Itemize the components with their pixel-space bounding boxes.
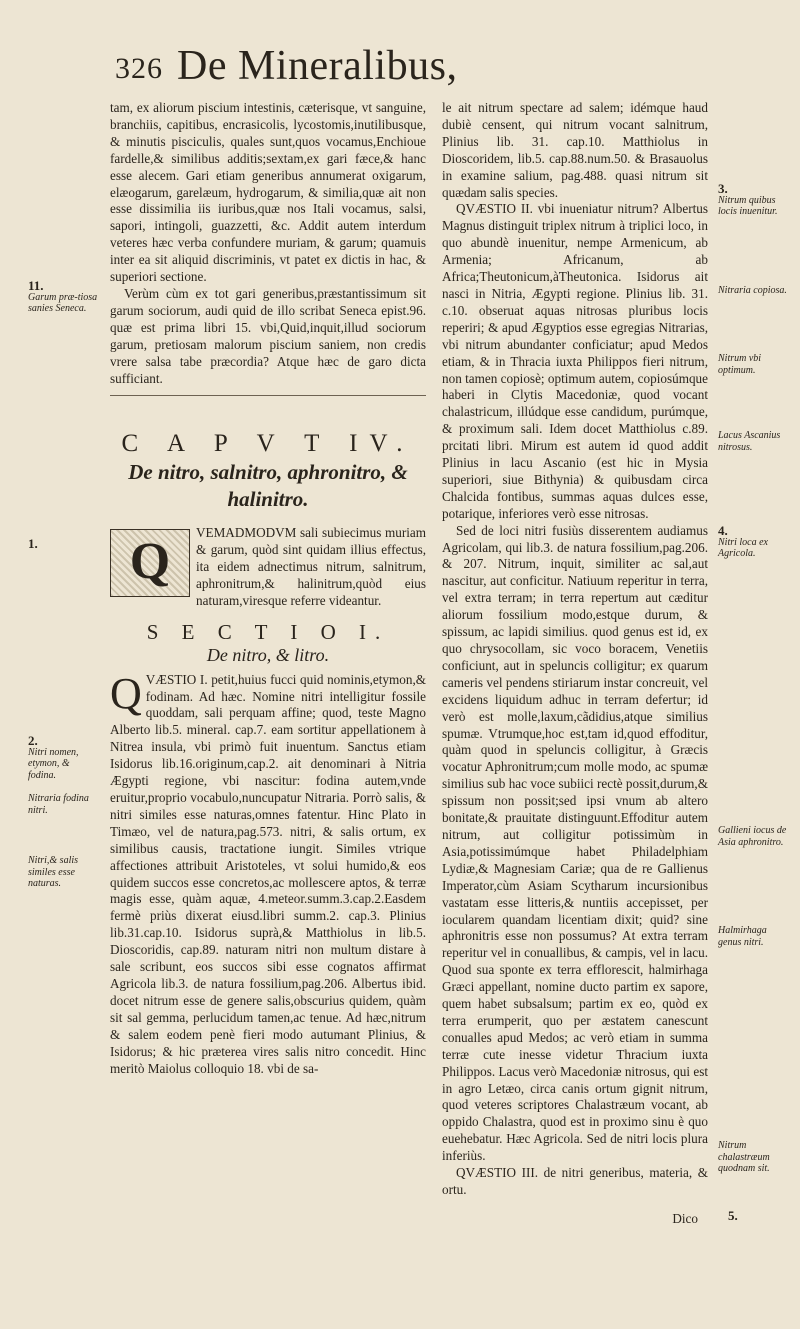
section-heading: S E C T I O I.: [146, 619, 390, 644]
question-text: VÆSTIO I. petit,huius fucci quid nominis,etymon,& fodinam. Ad hæc. Nomine nitri intelligitur fossile quoddam, sali perquam affine; quod, teste Magno Alberto lib.5. mineral. cap.7. eam sortitur appellationem à Nitrea insula, vbi primò fuit inuentum. Sanctus etiam Isidorus lib.16.originum,cap.2. ait denominari à Nitria Ægypti regione, vbi nascitur: fodina autem,vnde eruitur,proprio vocabulo,nuncupatur Nitraria. Porrò salis, & nitri similes esse naturas,omnes fatentur. Hinc Plato in Timæo, vel de natura,pag.573. nitri, & salis ortum, ex similibus causis, tractatione iungit. Similes vtrique affectiones attribuit Aristoteles, vt solui humido,& eos quidem succos esse concretos,ac mollescere aptos, & terræ magis esse, quàm aquæ, 4.meteor.summ.3.cap.2.Easdem fermè priùs dixerat eiusd.libri summ.2. cap.3. Plinius lib.31.cap.10. Isidorus suprà,& Matthiolus in lib.5. Dioscoridis, cap.89. naturam nitri non multum distare à sale scribunt, eos succos sibi esse cognatos affirmat Agricola lib.3. de natura fossilium,pag.206. Albertus ibid. docet nitrum esse de genere salis,obscurius quidem, quàm sit sal gemma, perlucidum tamen,ac tenue. Ad hæc,nitrum & salem eodem penè fieri modo autumant Plinius, & Isidorus; & hic præterea vires salis nitro concedit. Hinc meritò Maiolus colloquio 18. vbi de sa-: [110, 671, 426, 1076]
margin-note: Gallieni iocus de Asia aphronitro.: [718, 825, 787, 848]
question-label: QVÆSTIO III.: [456, 1165, 539, 1181]
chapter-title: De nitro, salnitro, aphronitro, & halinitro.: [128, 460, 408, 512]
chapter-heading: C A P V T IV.: [121, 430, 415, 458]
margin-note: Nitrum chalastræum quodnam sit.: [718, 1140, 770, 1174]
chapter-intro: [110, 525, 426, 610]
paragraph: le ait nitrum spectare ad salem; idémque haud dubiè censent, qui nitrum vocant salnitrum, Plinius lib. 31. cap.10. Matthiolus in Dioscoridem, lib.5. cap.88.num.50. & Brasauolus in examine salium, pag.488. quasi nitrum sit quædam salis species.: [442, 100, 708, 200]
divider: [110, 395, 426, 396]
margin-note: Nitraria copiosa.: [718, 285, 787, 296]
margin-note: Halmirhaga genus nitri.: [718, 925, 767, 948]
page-number: 326: [115, 52, 163, 85]
paragraph: Verùm cùm ex tot gari generibus,præstantissimum sit garum sociorum, audi quid de illo scribat Seneca epist.96. quæ est prima libri 15. vbi,Quid,inquit,illud sociorum garum, pretiosam malorum piscium saniem, non credis vrere salsa tabe præcordia? Atque hæc de garo dicta sufficiant.: [110, 285, 426, 386]
question-label: QVÆSTIO II.: [456, 201, 533, 217]
question-one: [110, 672, 426, 1078]
drop-initial: Q: [110, 671, 142, 718]
margin-note: Nitrum vbi optimum.: [718, 353, 762, 376]
margin-note: 3. Nitrum quibus locis inuenitur.: [718, 181, 778, 217]
paragraph: tam, ex aliorum piscium intestinis, cæterisque, vt sanguine, branchiis, capitibus, encrasicolis, lycostomis,inutilibusque, & minutis pisciculis, quales sunt,quos vocamus,Enchioue fardelle,& similibus additis;sextam,ex gari fæce,& hanc esse alecem. Gari etiam generibus annumerat oxigarum, elæogarum, garelæum, hydrogarum, & similia,quæ ait non esse dissimilia iis iuribus,quæ nos Itali vocamus, salsi, sapori, intingoli, guazzetti, &c. Addit autem interdum veteres hæc verba confundere muriam, & garum; quamuis inter ea sit aliquid discriminis, vt patet ex dictis in hac, & superiori sectione.: [110, 100, 426, 285]
margin-note: 5.: [728, 1208, 738, 1223]
section-subtitle: De nitro, & litro.: [206, 644, 330, 665]
page-header: [115, 42, 715, 94]
running-title: De Mineralibus,: [177, 43, 458, 89]
ornamental-initial: Q: [110, 529, 190, 597]
intro-text: VEMADMODVM sali subiecimus muriam & garum, quòd sint quidam illius effectus, ita eidem adnectimus nitrum, salnitrum, aphronitrum,& halinitrum,quòd eius naturam,viresque referre videantur.: [196, 525, 426, 608]
margin-note: Nitraria fodina nitri.: [28, 793, 89, 816]
question-two: QVÆSTIO II. vbi inueniatur nitrum? Albertus Magnus distinguit triplex nitrum à triplici loco, in quo abundè inuenitur, nempe Armenicum, ab Armenia; Africanum, ab Africa;Theutonicum,àTheutonica. Isidorus ait nasci in Nitria, Ægypti regione. Plinius lib. 31. c.10. obseruat aquas nitrosas pluribus locis reperiri; & apud Ægyptios esse egregias Nitrarias, vbi nitrum abundanter conficiatur; apud Medos etiam, & in Thracia iuxta Philippos fieri nitrum, non tamen copiosè; optimum autem, copiosúmque haberi in Clytis Macedoniæ, quod vocant chalastricum, illúdque esse candidum, purúmque, & proximum sali. Idem docet Matthiolus c.89. prcitati libri. Mirum est autem id quod addit Plinius in lacu Ascanio (est hic in Mysia superiori, siue Bithynia) & quibusdam circa Chalcida fontibus, summas aquas dulces esse, potarique, inferiores verò esse nitrosas.: [442, 201, 708, 521]
margin-note: 1.: [28, 536, 38, 551]
catchword: Dico: [672, 1210, 698, 1226]
left-column: [110, 100, 426, 1077]
margin-note: 2. Nitri nomen, etymon, & fodina.: [28, 733, 79, 781]
right-column: [442, 100, 708, 1228]
paragraph: Sed de loci nitri fusiùs disserentem audiamus Agricolam, qui lib.3. de natura fossilium,pag.206. & 207. Nitrum, inquit, similiter ac sal,aut nascitur, aut conficitur. Natiuum reperitur in terra, vel extra terram; in terra repertum aut cæditur aliorum fossilium modo,estque durum, & spissum, ac lapidi similius. quod genus est id, ex quo chrysocollam, sic voco boracem, Venetiis conficiunt, aut in speluncis colligitur; ex quarum cameris vel pendens stiriarum instar concreuit, vel excidens liquidum adhuc in terram defertur; id verò est molle,laxum,cãdidius,atque similius spumæ. Vtrumque,hoc est,tam id,quod effoditur, quàm quod in speluncis colligitur, à Græcis vocatur Aphronitrum;cum molle modo, ac spumæ similius sub hac voce subiici rectè possit,durum,& spissum non possit;sed ipsi vnum ab altero bonitate,& prauitate distinguunt.Effoditur autem nitrum, aut colligitur potissimùm in Asia,potissimúmque habet Philadelphiam Lydiæ,& Magnesiam Cariæ; qua de re Gallienus Imperator,cùm Asiam Scytharum incursionibus vastatam esse litteris,& nuntiis accepisset, per iocularem quandam licentiam dixit; quid? sine aphronitris esse non possumus? At extra terram reperitur vel in conuallibus, & campis, vel in lacu. Quod sua sponte ex terra efflorescit, halmirhaga Græci appellant, nomine ducto partim ex sapore, quem habet subsalsum; partim ex eo, quòd ex terra erumperit, quo per æstatem canescunt conualles apud Medos; ac verò etiam in summa terræ cute inesse videtur Thracium iuxta Philippos. Lacus verò Macedoniæ nitrosus, qui est in agro Letæo, circa canis ortum gignit nitrum, quod veteres scriptores Chalastræum vocant, ab oppido Chalastra, quod est in proximo sinu è quo euehebatur. Hæc Agricola. Sed de nitri locis plura inferiùs.: [442, 522, 708, 1164]
margin-note: 4. Nitri loca ex Agricola.: [718, 523, 768, 559]
margin-note: Lacus Ascanius nitrosus.: [718, 430, 781, 453]
margin-note: 11. Garum præ-tiosa sanies Seneca.: [28, 278, 98, 314]
question-three: QVÆSTIO III. de nitri generibus, materia, & ortu.: [442, 1165, 708, 1197]
margin-note: Nitri,& salis similes esse naturas.: [28, 855, 79, 889]
